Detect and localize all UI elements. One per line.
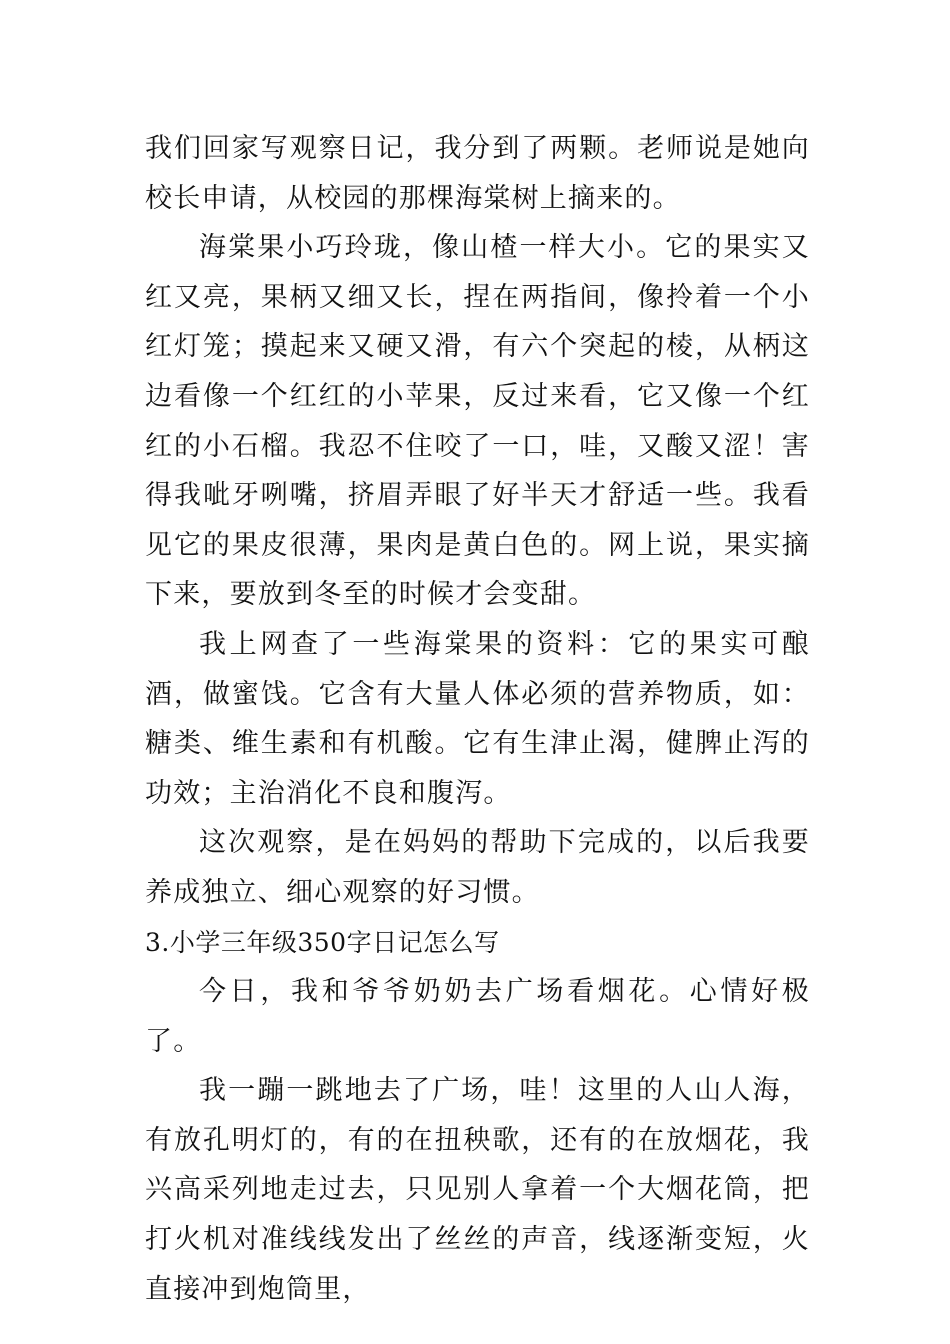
paragraph-intro: 今日，我和爷爷奶奶去广场看烟花。心情好极了。 <box>145 976 810 1057</box>
paragraph-continued: 我们回家写观察日记，我分到了两颗。老师说是她向校长申请，从校园的那棵海棠树上摘来的。 <box>145 133 810 214</box>
paragraph-fruit-info: 我上网查了一些海棠果的资料：它的果实可酿酒，做蜜饯。它含有大量人体必须的营养物质，如：糖类、维生素和有机酸。它有生津止渴，健脾止泻的功效；主治消化不良和腹泻。 <box>145 628 810 809</box>
section-heading: 3.小学三年级350字日记怎么写 <box>145 927 500 957</box>
paragraph-conclusion: 这次观察，是在妈妈的帮助下完成的，以后我要养成独立、细心观察的好习惯。 <box>145 827 810 908</box>
paragraph-fruit-description: 海棠果小巧玲珑，像山楂一样大小。它的果实又红又亮，果柄又细又长，捏在两指间，像拎着一个小红灯笼；摸起来又硬又滑，有六个突起的棱，从柄这边看像一个红红的小苹果，反过来看，它又像一个红红的小石榴。我忍不住咬了一口，哇，又酸又涩！害得我呲牙咧嘴，挤眉弄眼了好半天才舒适一些。我看见它的果皮很薄，果肉是黄白色的。网上说，果实摘下来，要放到冬至的时候才会变甜。 <box>145 232 810 611</box>
document-body <box>145 124 810 1314</box>
paragraph-fireworks: 我一蹦一跳地去了广场，哇！这里的人山人海，有放孔明灯的，有的在扭秧歌，还有的在放烟花，我兴高采列地走过去，只见别人拿着一个大烟花筒，把打火机对准线线发出了丝丝的声音，线逐渐变短，火直接冲到炮筒里， <box>145 1075 810 1305</box>
